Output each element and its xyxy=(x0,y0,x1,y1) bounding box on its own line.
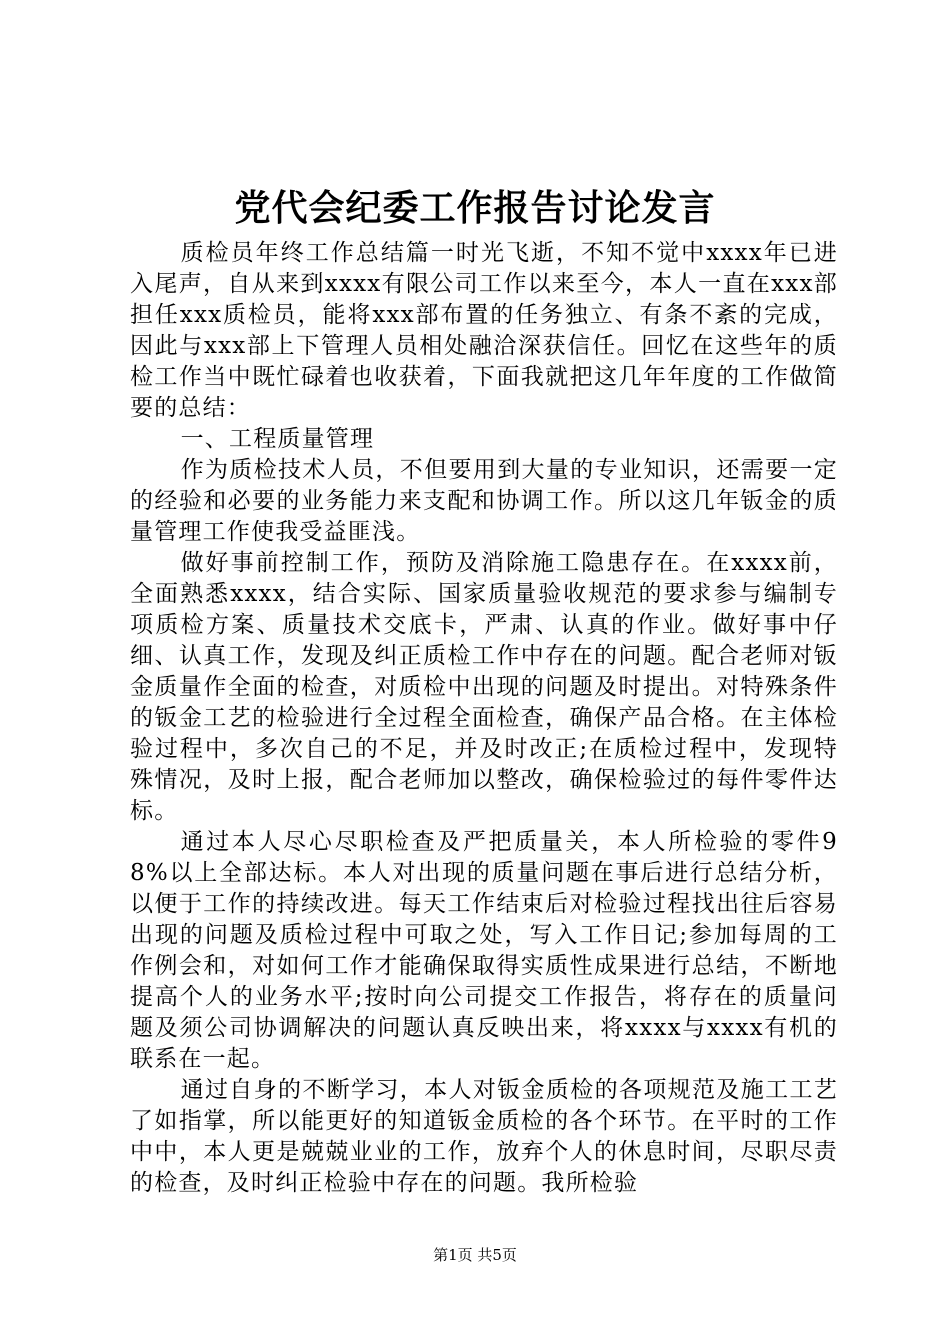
paragraph: 通过自身的不断学习，本人对钣金质检的各项规范及施工工艺了如指掌，所以能更好的知道钣金质检的各个环节。在平时的工作中中，本人更是兢兢业业的工作，放弃个人的休息时间，尽职尽责的检查，及时纠正检验中存在的问题。我所检验 xyxy=(130,1077,838,1196)
paragraph: 做好事前控制工作，预防及消除施工隐患存在。在xxxx前，全面熟悉xxxx，结合实际、国家质量验收规范的要求参与编制专项质检方案、质量技术交底卡，严肃、认真的作业。做好事中仔细、认真工作，发现及纠正质检工作中存在的问题。配合老师对钣金质量作全面的检查，对质检中出现的问题及时提出。对特殊条件的钣金工艺的检验进行全过程全面检查，确保产品合格。在主体检验过程中，多次自己的不足，并及时改正;在质检过程中，发现特殊情况，及时上报，配合老师加以整改，确保检验过的每件零件达标。 xyxy=(130,550,838,824)
page-footer: 第1页 共5页 xyxy=(433,1246,517,1264)
paragraph-intro: 质检员年终工作总结篇一时光飞逝，不知不觉中xxxx年已进入尾声，自从来到xxxx有限公司工作以来至今，本人一直在xxx部担任xxx质检员，能将xxx部布置的任务独立、有条不紊的完成，因此与xxx部上下管理人员相处融洽深获信任。回忆在这些年的质检工作当中既忙碌着也收获着，下面我就把这几年年度的工作做简要的总结： xyxy=(130,240,838,421)
paragraph: 通过本人尽心尽职检查及严把质量关，本人所检验的零件98%以上全部达标。本人对出现的质量问题在事后进行总结分析，以便于工作的持续改进。每天工作结束后对检验过程找出往后容易出现的问题及质检过程中可取之处，写入工作日记;参加每周的工作例会和，对如何工作才能确保取得实质性成果进行总结，不断地提高个人的业务水平;按时向公司提交工作报告，将存在的质量问题及须公司协调解决的问题认真反映出来，将xxxx与xxxx有机的联系在一起。 xyxy=(130,829,838,1072)
section-heading: 一、工程质量管理 xyxy=(180,426,375,452)
document-body xyxy=(130,238,838,1199)
document-title: 党代会纪委工作报告讨论发言 xyxy=(234,187,716,229)
paragraph: 作为质检技术人员，不但要用到大量的专业知识，还需要一定的经验和必要的业务能力来支配和协调工作。所以这几年钣金的质量管理工作使我受益匪浅。 xyxy=(130,457,838,545)
